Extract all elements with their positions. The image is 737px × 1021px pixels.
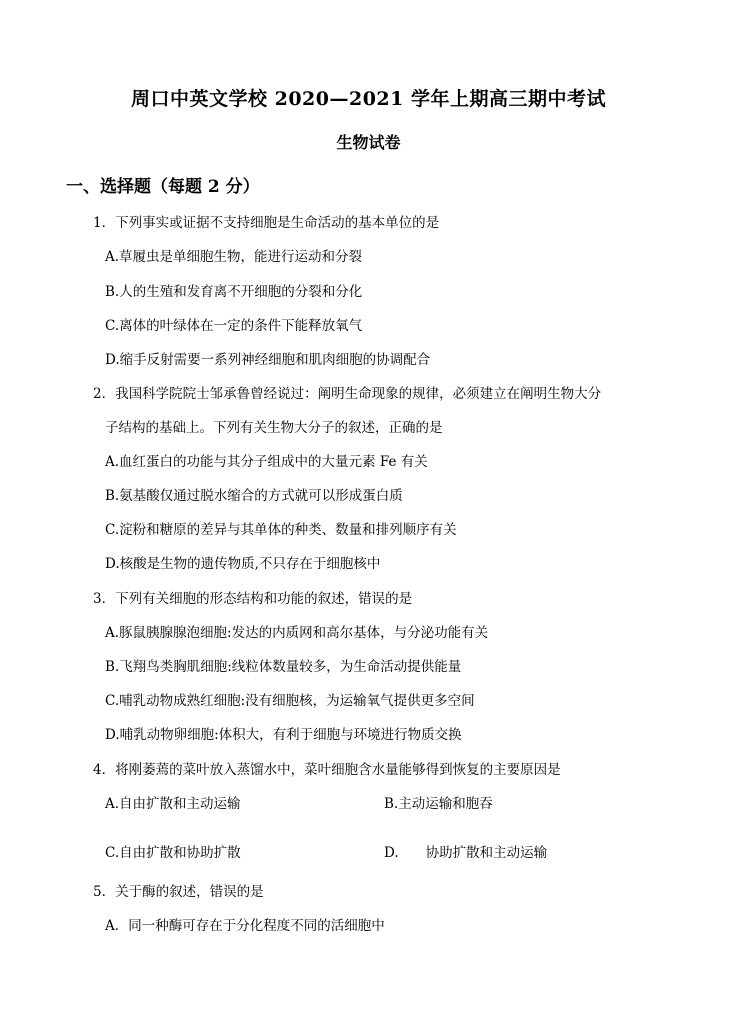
- question-3-option-d: D.哺乳动物卵细胞:体积大，有利于细胞与环境进行物质交换: [105, 727, 462, 743]
- question-1-option-a: A.草履虫是单细胞生物，能进行运动和分裂: [105, 249, 363, 265]
- question-2-option-c: C.淀粉和糖原的差异与其单体的种类、数量和排列顺序有关: [105, 522, 457, 538]
- question-3-option-c: C.哺乳动物成熟红细胞:没有细胞核，为运输氧气提供更多空间: [105, 693, 475, 709]
- question-4-option-a: A.自由扩散和主动运输: [105, 796, 241, 812]
- exam-title: 周口中英文学校 2020—2021 学年上期高三期中考试: [131, 88, 606, 110]
- section-heading: 一、选择题（每题 2 分）: [66, 177, 260, 197]
- question-3-option-a: A.豚鼠胰腺腺泡细胞:发达的内质网和高尔基体，与分泌功能有关: [105, 625, 489, 641]
- question-2-option-d: D.核酸是生物的遗传物质,不只存在于细胞核中: [105, 556, 381, 572]
- question-1-option-b: B.人的生殖和发育离不开细胞的分裂和分化: [105, 284, 363, 300]
- question-4-stem: 4．将刚萎蔫的菜叶放入蒸馏水中，菜叶细胞含水量能够得到恢复的主要原因是: [93, 762, 561, 778]
- question-3-option-b: B.飞翔鸟类胸肌细胞:线粒体数量较多，为生命活动提供能量: [105, 659, 462, 675]
- question-2-option-b: B.氨基酸仅通过脱水缩合的方式就可以形成蛋白质: [105, 488, 403, 504]
- question-2-option-a: A.血红蛋白的功能与其分子组成中的大量元素 Fe 有关: [105, 454, 428, 470]
- question-5-stem: 5．关于酶的叙述，错误的是: [93, 884, 264, 900]
- question-1-stem: 1．下列事实或证据不支持细胞是生命活动的基本单位的是: [93, 215, 440, 231]
- question-4-option-b: B.主动运输和胞吞: [384, 796, 493, 812]
- question-5-option-a: A．同一种酶可存在于分化程度不同的活细胞中: [105, 918, 385, 934]
- question-2-stem-continued: 子结构的基础上。下列有关生物大分子的叙述，正确的是: [105, 420, 443, 436]
- exam-subtitle: 生物试卷: [336, 133, 401, 152]
- question-3-stem: 3．下列有关细胞的形态结构和功能的叙述，错误的是: [93, 591, 413, 607]
- question-1-option-d: D.缩手反射需要一系列神经细胞和肌肉细胞的协调配合: [105, 352, 431, 368]
- question-2-stem: 2．我国科学院院士邹承鲁曾经说过：阐明生命现象的规律，必须建立在阐明生物大分: [93, 386, 602, 402]
- question-4-option-c: C.自由扩散和协助扩散: [105, 845, 241, 861]
- question-4-option-d: D. 协助扩散和主动运输: [384, 845, 548, 861]
- question-1-option-c: C.离体的叶绿体在一定的条件下能释放氧气: [105, 318, 363, 334]
